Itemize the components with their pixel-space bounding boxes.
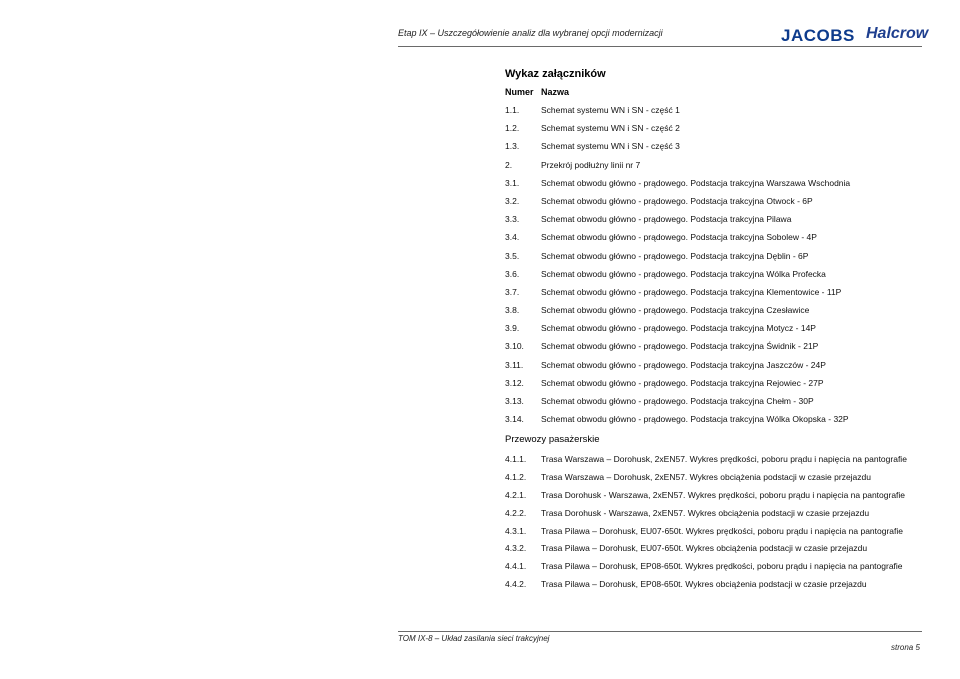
- list-item: [505, 340, 925, 358]
- item-name: Trasa Dorohusk - Warszawa, 2xEN57. Wykres prędkości, poboru prądu i napięcia na pantografie: [541, 489, 906, 500]
- item-name: Schemat obwodu główno - prądowego. Podstacja trakcyjna Wólka Okopska - 32P: [541, 414, 849, 425]
- list-item: [505, 286, 925, 304]
- item-name: Schemat obwodu główno - prądowego. Podstacja trakcyjna Jaszczów - 24P: [541, 359, 826, 370]
- list-item: [505, 304, 925, 322]
- item-number: 4.3.2.: [505, 543, 527, 554]
- item-name: Schemat obwodu główno - prądowego. Podstacja trakcyjna Motycz - 14P: [541, 323, 816, 334]
- header-divider: [398, 46, 922, 47]
- list-item: [505, 268, 925, 286]
- item-name: Schemat systemu WN i SN - część 2: [541, 123, 680, 134]
- column-header-name: Nazwa: [541, 87, 570, 97]
- list-item: [505, 213, 925, 231]
- footer-divider: [398, 631, 922, 632]
- passenger-attachments-list: [505, 453, 925, 596]
- item-number: 1.3.: [505, 141, 520, 152]
- item-name: Schemat obwodu główno - prądowego. Podstacja trakcyjna Klementowice - 11P: [541, 286, 842, 297]
- item-number: 4.2.2.: [505, 507, 527, 518]
- item-name: Trasa Warszawa – Dorohusk, 2xEN57. Wykres obciążenia podstacji w czasie przejazdu: [541, 471, 871, 482]
- list-item: [505, 542, 925, 560]
- item-name: Schemat obwodu główno - prądowego. Podstacja trakcyjna Otwock - 6P: [541, 195, 813, 206]
- item-number: 3.14.: [505, 414, 524, 425]
- item-name: Schemat obwodu główno - prądowego. Podstacja trakcyjna Wólka Profecka: [541, 268, 826, 279]
- list-item: [505, 507, 925, 525]
- attachments-list: [505, 104, 925, 431]
- list-item: [505, 453, 925, 471]
- list-item: [505, 471, 925, 489]
- list-item: [505, 413, 925, 431]
- list-item: [505, 560, 925, 578]
- list-item: [505, 322, 925, 340]
- item-name: Trasa Pilawa – Dorohusk, EP08-650t. Wykres obciążenia podstacji w czasie przejazdu: [541, 579, 867, 590]
- list-item: [505, 122, 925, 140]
- item-number: 3.12.: [505, 377, 524, 388]
- item-number: 4.2.1.: [505, 489, 527, 500]
- item-number: 3.9.: [505, 323, 520, 334]
- item-number: 4.1.1.: [505, 454, 527, 464]
- column-header-number: Numer: [505, 87, 534, 97]
- item-number: 3.11.: [505, 359, 524, 370]
- item-name: Schemat systemu WN i SN - część 1: [541, 105, 680, 115]
- item-name: Schemat obwodu główno - prądowego. Podstacja trakcyjna Świdnik - 21P: [541, 341, 819, 352]
- footer-text: TOM IX-8 – Układ zasilania sieci trakcyjnej: [398, 634, 550, 643]
- item-number: 3.8.: [505, 305, 520, 316]
- list-item: [505, 525, 925, 543]
- page-number: strona 5: [891, 643, 920, 652]
- item-name: Schemat systemu WN i SN - część 3: [541, 141, 680, 152]
- item-number: 3.5.: [505, 250, 520, 261]
- item-number: 3.3.: [505, 214, 520, 225]
- item-name: Trasa Dorohusk - Warszawa, 2xEN57. Wykres obciążenia podstacji w czasie przejazdu: [541, 507, 870, 518]
- item-name: Trasa Pilawa – Dorohusk, EP08-650t. Wykres prędkości, poboru prądu i napięcia na pantografie: [541, 561, 903, 572]
- list-item: [505, 104, 925, 122]
- list-item: [505, 250, 925, 268]
- item-number: 3.13.: [505, 396, 524, 406]
- item-number: 4.4.2.: [505, 579, 527, 590]
- list-item: [505, 359, 925, 377]
- list-item: [505, 195, 925, 213]
- item-number: 2.: [505, 159, 513, 170]
- item-name: Schemat obwodu główno - prądowego. Podstacja trakcyjna Dęblin - 6P: [541, 250, 809, 261]
- item-number: 3.1.: [505, 177, 520, 188]
- list-item: [505, 489, 925, 507]
- list-item: [505, 159, 925, 177]
- section-title: Przewozy pasażerskie: [505, 434, 600, 445]
- item-number: 3.2.: [505, 195, 520, 206]
- item-number: 4.3.1.: [505, 525, 527, 536]
- list-item: [505, 177, 925, 195]
- item-number: 4.4.1.: [505, 561, 527, 572]
- item-number: 3.6.: [505, 268, 520, 279]
- item-name: Schemat obwodu główno - prądowego. Podstacja trakcyjna Chełm - 30P: [541, 396, 814, 406]
- halcrow-logo: Halcrow: [866, 25, 929, 42]
- item-number: 4.1.2.: [505, 471, 527, 482]
- list-item: [505, 231, 925, 249]
- item-number: 1.1.: [505, 105, 520, 115]
- item-name: Trasa Warszawa – Dorohusk, 2xEN57. Wykres prędkości, poboru prądu i napięcia na pantografie: [541, 454, 907, 464]
- page-title: Wykaz załączników: [505, 68, 606, 80]
- item-name: Schemat obwodu główno - prądowego. Podstacja trakcyjna Czesławice: [541, 305, 810, 316]
- jacobs-logo: JACOBS: [781, 26, 855, 45]
- item-name: Trasa Pilawa – Dorohusk, EU07-650t. Wykres prędkości, poboru prądu i napięcia na pantografie: [541, 525, 903, 536]
- item-name: Schemat obwodu główno - prądowego. Podstacja trakcyjna Pilawa: [541, 214, 792, 225]
- list-item: [505, 140, 925, 158]
- item-name: Schemat obwodu główno - prądowego. Podstacja trakcyjna Warszawa Wschodnia: [541, 177, 851, 188]
- item-name: Przekrój podłużny linii nr 7: [541, 159, 641, 170]
- item-number: 1.2.: [505, 123, 520, 134]
- list-item: [505, 377, 925, 395]
- item-name: Trasa Pilawa – Dorohusk, EU07-650t. Wykres obciążenia podstacji w czasie przejazdu: [541, 543, 868, 554]
- list-item: [505, 395, 925, 413]
- list-item: [505, 578, 925, 596]
- item-number: 3.10.: [505, 341, 524, 352]
- item-name: Schemat obwodu główno - prądowego. Podstacja trakcyjna Rejowiec - 27P: [541, 377, 824, 388]
- header-text: Etap IX – Uszczegółowienie analiz dla wybranej opcji modernizacji: [398, 28, 663, 38]
- item-number: 3.7.: [505, 286, 520, 297]
- item-name: Schemat obwodu główno - prądowego. Podstacja trakcyjna Sobolew - 4P: [541, 232, 817, 243]
- item-number: 3.4.: [505, 232, 520, 243]
